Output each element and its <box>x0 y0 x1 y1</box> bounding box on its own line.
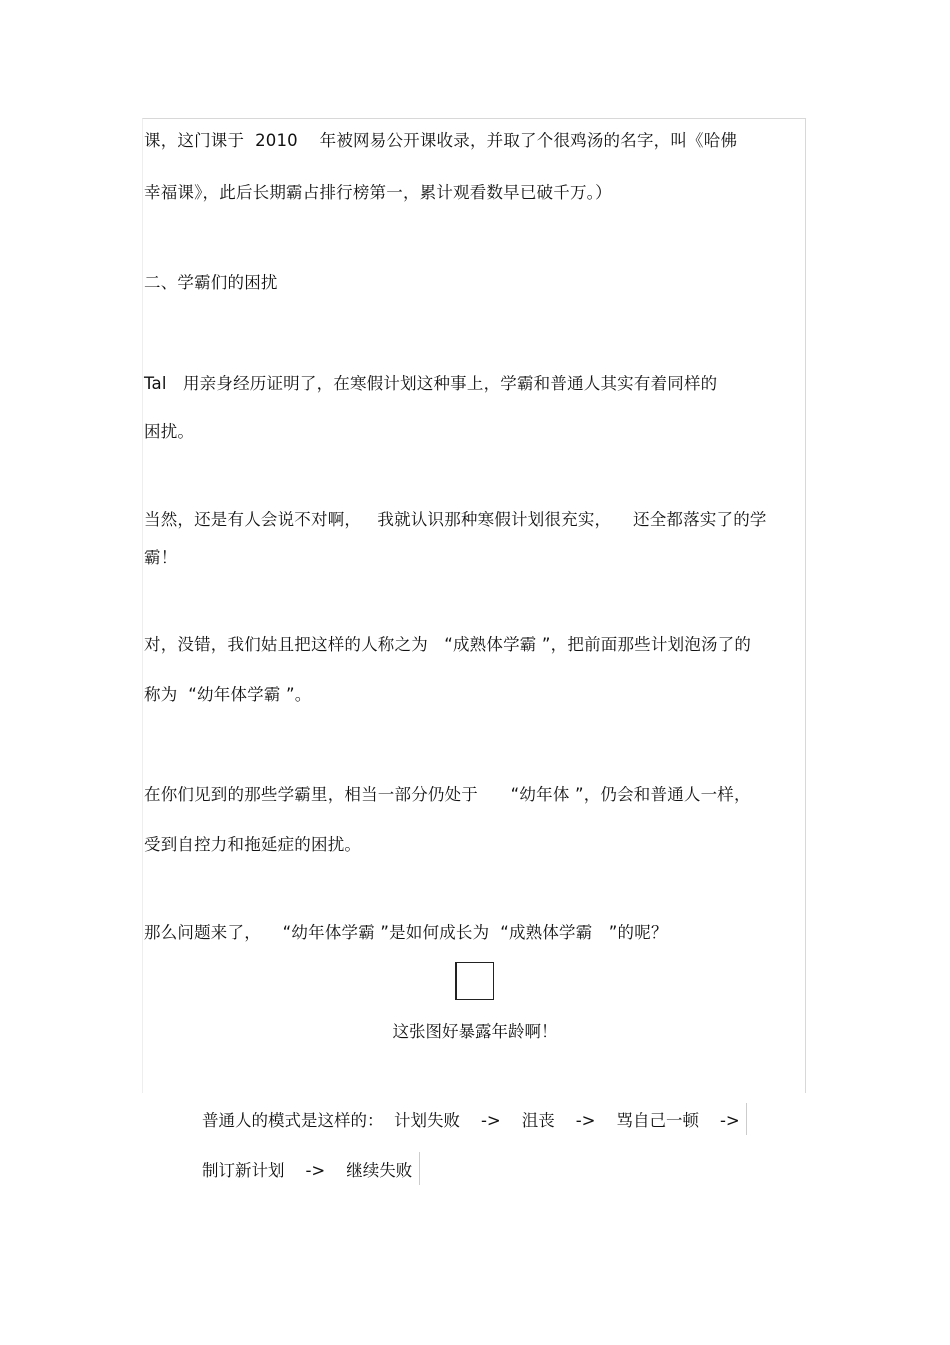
paragraph-line-4: 困扰。 <box>144 422 195 441</box>
image-caption: 这张图好暴露年龄啊！ <box>392 1022 558 1041</box>
paragraph-line-2: 幸福课》，此后长期霸占排行榜第一，累计观看数早已破千万。） <box>144 183 612 202</box>
paragraph-line-1: 课，这门课于 2010 年被网易公开课收录，并取了个很鸡汤的名字，叫《哈佛 <box>144 131 738 150</box>
paragraph-line-9: 在你们见到的那些学霸里，相当一部分仍处于 “幼年体 ”，仍会和普通人一样， <box>144 785 751 804</box>
paragraph-line-11: 那么问题来了， “幼年体学霸 ”是如何成长为 “成熟体学霸 ”的呢？ <box>144 923 668 942</box>
paragraph-line-10: 受到自控力和拖延症的困扰。 <box>144 835 362 854</box>
paragraph-line-5: 当然，还是有人会说不对啊， 我就认识那种寒假计划很充实， 还全都落实了的学 <box>144 510 767 529</box>
page-frame <box>142 118 806 1093</box>
paragraph-line-3: Tal 用亲身经历证明了，在寒假计划这种事上，学霸和普通人其实有着同样的 <box>144 374 718 393</box>
paragraph-line-6: 霸！ <box>144 548 178 567</box>
mode-line-2: 制订新计划 -> 继续失败 <box>202 1161 413 1180</box>
image-placeholder <box>455 962 494 1000</box>
paragraph-line-7: 对，没错，我们姑且把这样的人称之为 “成熟体学霸 ”，把前面那些计划泡汤了的 <box>144 635 752 654</box>
mode-line-1: 普通人的模式是这样的： 计划失败 -> 沮丧 -> 骂自己一顿 -> <box>202 1111 740 1130</box>
section-heading: 二、学霸们的困扰 <box>144 273 278 292</box>
paragraph-line-8: 称为 “幼年体学霸 ”。 <box>144 685 312 704</box>
divider <box>746 1103 747 1135</box>
divider <box>419 1152 420 1185</box>
